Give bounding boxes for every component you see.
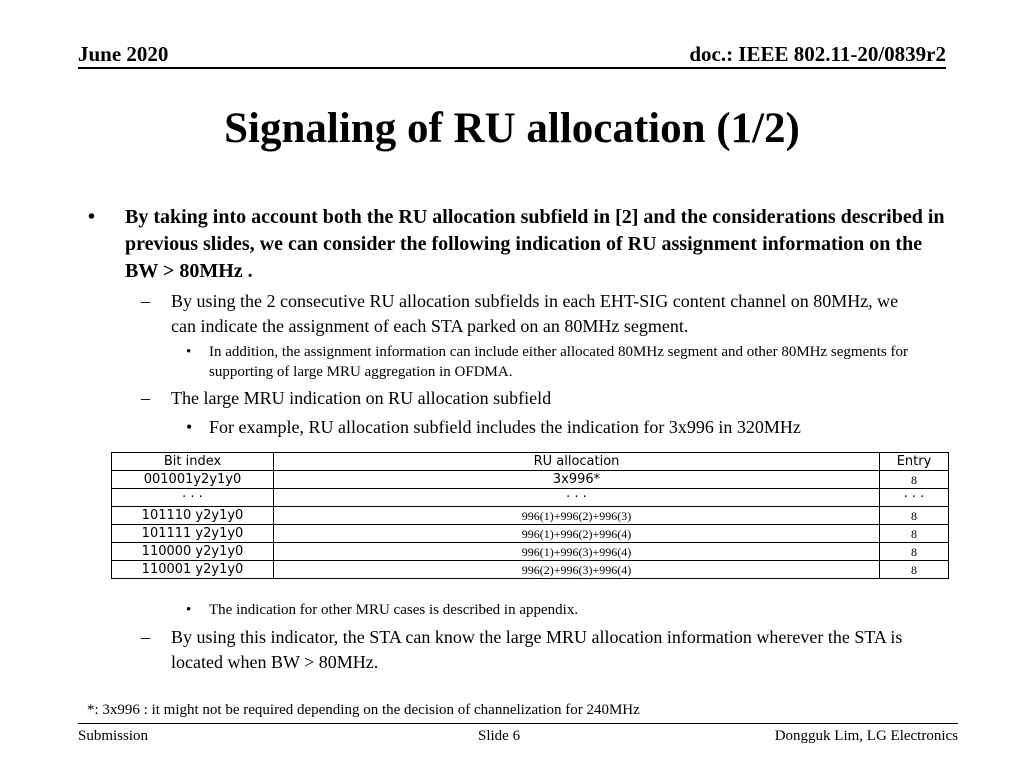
cell-ru-allocation: · · · (274, 489, 880, 507)
footnote: *: 3x996 : it might not be required depending on the decision of channelization for 240MHz (87, 702, 640, 718)
sub-bullet-indicator: By using this indicator, the STA can know the large MRU allocation information wherever the STA is located when BW > 80MHz. (171, 627, 903, 672)
cell-entry: 8 (880, 525, 949, 543)
sub-sub-bullet-example: For example, RU allocation subfield includes the indication for 3x996 in 320MHz (209, 417, 801, 437)
dash-glyph: – (141, 388, 150, 408)
slide-title: Signaling of RU allocation (1/2) (224, 105, 800, 152)
cell-bit-index: · · · (112, 489, 274, 507)
header-divider (78, 67, 946, 69)
header-date: June 2020 (78, 42, 169, 66)
footer-author: Dongguk Lim, LG Electronics (774, 728, 958, 744)
table-row (112, 489, 949, 507)
header-doc-id: doc.: IEEE 802.11-20/0839r2 (689, 42, 946, 66)
table-header-row (112, 453, 949, 471)
cell-bit-index: 110000 y2y1y0 (112, 543, 274, 561)
bullet-main: By taking into account both the RU allocation subfield in [2] and the considerations described in previous slides, we can consider the following indication of RU assignment information on the BW > 80MHz . (125, 206, 945, 282)
bullet-glyph: • (186, 344, 192, 360)
cell-entry: · · · (880, 489, 949, 507)
column-header-bit-index: Bit index (112, 453, 274, 471)
bullet-glyph: • (88, 206, 96, 228)
bullet-glyph: • (186, 602, 192, 618)
cell-ru-allocation: 996(1)+996(3)+996(4) (274, 543, 880, 561)
table-row (112, 561, 949, 579)
column-header-entry: Entry (880, 453, 949, 471)
sub-bullet-subfields: By using the 2 consecutive RU allocation subfields in each EHT-SIG content channel on 80MHz, we can indicate the assignment of each STA parked on an 80MHz segment. (171, 291, 899, 336)
table-row (112, 471, 949, 489)
cell-entry: 8 (880, 543, 949, 561)
footer-slide-number: Slide 6 (478, 728, 521, 744)
cell-bit-index: 101111 y2y1y0 (112, 525, 274, 543)
ru-allocation-table (111, 452, 949, 579)
cell-bit-index: 110001 y2y1y0 (112, 561, 274, 579)
cell-entry: 8 (880, 471, 949, 489)
cell-entry: 8 (880, 561, 949, 579)
dash-glyph: – (141, 291, 150, 311)
cell-ru-allocation: 3x996* (274, 471, 880, 489)
table-row (112, 525, 949, 543)
table-row (112, 507, 949, 525)
column-header-ru-allocation: RU allocation (274, 453, 880, 471)
sub-sub-bullet-appendix: The indication for other MRU cases is described in appendix. (209, 602, 579, 618)
sub-bullet-large-mru: The large MRU indication on RU allocation subfield (171, 388, 552, 408)
cell-entry: 8 (880, 507, 949, 525)
cell-ru-allocation: 996(2)+996(3)+996(4) (274, 561, 880, 579)
sub-sub-bullet-assignment: In addition, the assignment information can include either allocated 80MHz segment and other 80MHz segments for supporting of large MRU aggregation in OFDMA. (209, 344, 908, 380)
footer-submission: Submission (78, 728, 149, 744)
cell-ru-allocation: 996(1)+996(2)+996(3) (274, 507, 880, 525)
cell-bit-index: 001001y2y1y0 (112, 471, 274, 489)
dash-glyph: – (141, 627, 150, 647)
cell-bit-index: 101110 y2y1y0 (112, 507, 274, 525)
table-row (112, 543, 949, 561)
cell-ru-allocation: 996(1)+996(2)+996(4) (274, 525, 880, 543)
bullet-glyph: • (186, 417, 193, 437)
footer-divider (78, 723, 958, 724)
